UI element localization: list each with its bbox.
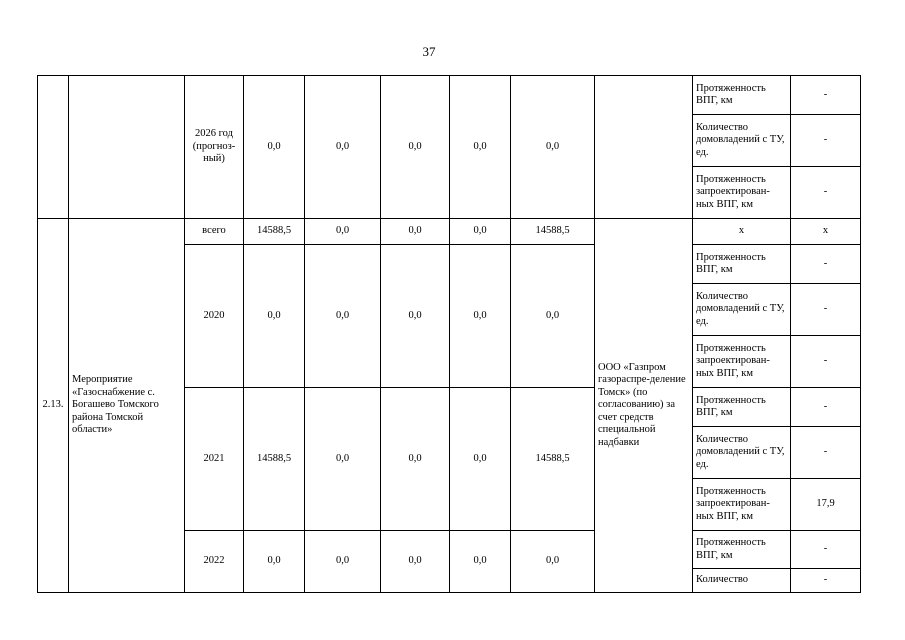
value-cell: 0,0	[381, 531, 450, 593]
empty-number-cell	[38, 76, 69, 219]
indicator-name: Протяженность ВПГ, км	[693, 245, 791, 284]
year-cell: 2020	[185, 245, 244, 388]
indicator-name: Протяженность запроектирован-ных ВПГ, км	[693, 167, 791, 219]
table-row	[38, 219, 861, 245]
indicator-name: Количество домовладений с ТУ, ед.	[693, 115, 791, 167]
indicator-name: Протяженность ВПГ, км	[693, 76, 791, 115]
indicator-value: -	[791, 336, 861, 388]
value-cell: 0,0	[305, 388, 381, 531]
total-label: всего	[185, 219, 244, 245]
value-cell: 0,0	[381, 219, 450, 245]
indicator-name: Количество	[693, 569, 791, 593]
value-cell: 0,0	[511, 531, 595, 593]
indicator-name: Количество домовладений с ТУ, ед.	[693, 284, 791, 336]
value-cell: 0,0	[450, 76, 511, 219]
indicator-value: -	[791, 115, 861, 167]
value-cell: 0,0	[244, 245, 305, 388]
indicator-name: х	[693, 219, 791, 245]
value-cell: 0,0	[244, 531, 305, 593]
item-name: Мероприятие «Газоснабжение с. Богашево Томского района Томской области»	[69, 219, 185, 593]
indicator-name: Протяженность ВПГ, км	[693, 388, 791, 427]
value-cell: 0,0	[511, 245, 595, 388]
page-number: 37	[422, 44, 436, 59]
value-cell: 0,0	[305, 531, 381, 593]
indicator-value: -	[791, 76, 861, 115]
value-cell: 0,0	[305, 76, 381, 219]
indicator-name: Количество домовладений с ТУ, ед.	[693, 427, 791, 479]
executor-cell: ООО «Газпром газораспре-деление Томск» (по согласованию) за счет средств специальной надбавки	[595, 219, 693, 593]
value-cell: 0,0	[450, 245, 511, 388]
year-cell: 2021	[185, 388, 244, 531]
indicator-name: Протяженность запроектирован-ных ВПГ, км	[693, 336, 791, 388]
value-cell: 0,0	[450, 531, 511, 593]
indicator-name: Протяженность ВПГ, км	[693, 531, 791, 569]
value-cell: 0,0	[381, 76, 450, 219]
value-cell: 0,0	[305, 219, 381, 245]
value-cell: 0,0	[450, 219, 511, 245]
indicator-value: -	[791, 167, 861, 219]
indicator-value: -	[791, 569, 861, 593]
year-cell: 2022	[185, 531, 244, 593]
table-row	[38, 76, 861, 115]
value-cell: 0,0	[305, 245, 381, 388]
value-cell: 0,0	[381, 388, 450, 531]
value-cell: 0,0	[244, 76, 305, 219]
indicator-value: -	[791, 531, 861, 569]
empty-executor-cell	[595, 76, 693, 219]
indicator-name: Протяженность запроектирован-ных ВПГ, км	[693, 479, 791, 531]
indicator-value: -	[791, 388, 861, 427]
value-cell: 14588,5	[244, 219, 305, 245]
value-cell: 14588,5	[511, 219, 595, 245]
value-cell: 0,0	[511, 76, 595, 219]
indicator-value: х	[791, 219, 861, 245]
year-cell: 2026 год (прогноз-ный)	[185, 76, 244, 219]
indicator-value: -	[791, 245, 861, 284]
program-table	[37, 75, 861, 593]
value-cell: 0,0	[450, 388, 511, 531]
item-number: 2.13.	[38, 219, 69, 593]
indicator-value: -	[791, 427, 861, 479]
value-cell: 14588,5	[511, 388, 595, 531]
value-cell: 14588,5	[244, 388, 305, 531]
indicator-value: 17,9	[791, 479, 861, 531]
empty-name-cell	[69, 76, 185, 219]
value-cell: 0,0	[381, 245, 450, 388]
indicator-value: -	[791, 284, 861, 336]
